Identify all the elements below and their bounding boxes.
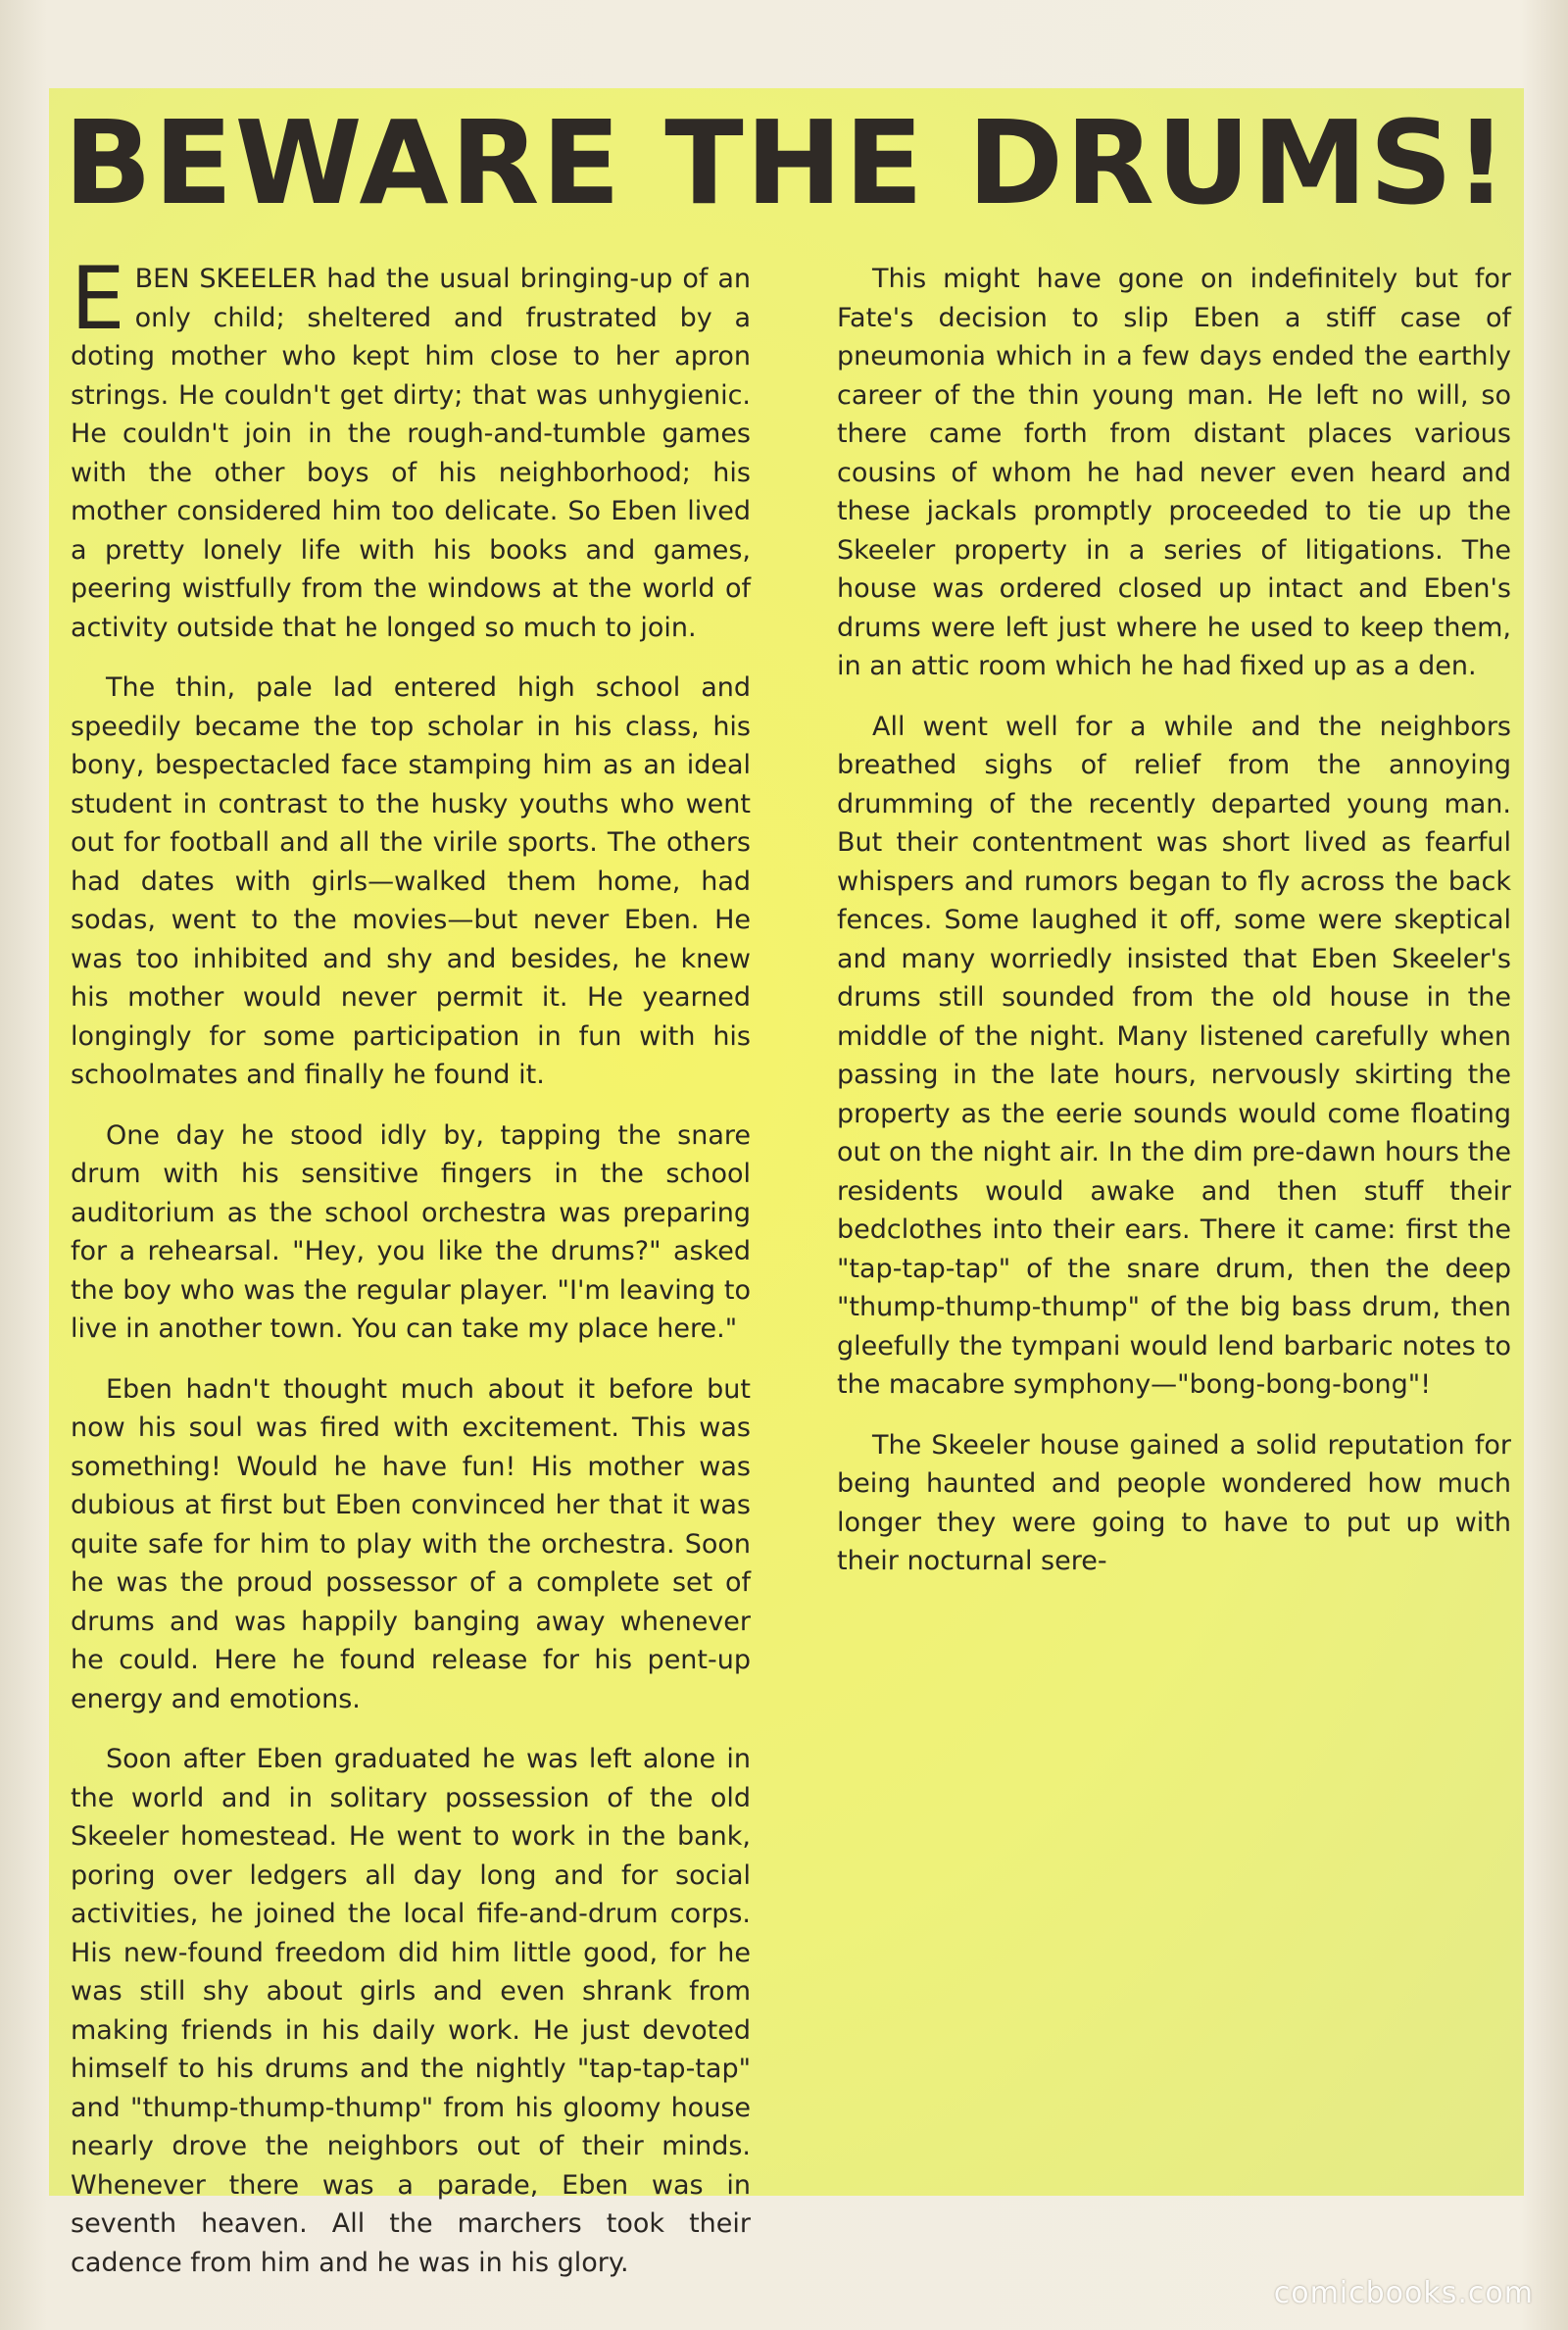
site-watermark: comicbooks.com (1273, 2276, 1534, 2310)
story-title: BEWARE THE DRUMS! (63, 95, 1510, 230)
left-column (71, 248, 774, 2278)
story-columns (71, 248, 1511, 2278)
drop-cap: E (71, 248, 125, 349)
story-paragraph-4: Eben hadn't thought much about it before but now his soul was fired with excitement. This was something! Would he have fun! His mother was dubious at first but Eben convinced her that it was quite safe for him to play with the orchestra. Soon he was the proud possessor of a complete set of drums and was happily banging away whenever he could. Here he found release for his pent-up energy and emotions. (71, 1373, 751, 1714)
story-paragraph-7: All went well for a while and the neighbors breathed sighs of relief from the annoying drumming of the recently departed young man. But their contentment was short lived as fearful whispers and rumors began to fly across the back fences. Some laughed it off, some were skeptical and many worriedly insisted that Eben Skeeler's drums still sounded from the old house in the middle of the night. Many listened carefully when passing in the late hours, nervously skirting the property as the eerie sounds would come floating out on the night air. In the dim pre-dawn hours the residents would awake and then stuff their bedclothes into their ears. There it came: first the "tap-tap-tap" of the snare drum, then the deep "thump-thump-thump" of the big bass drum, then gleefully the tympani would lend barbaric notes to the macabre symphony—"bong-bong-bong"! (837, 711, 1511, 1400)
text-panel (49, 88, 1524, 2278)
right-column (808, 260, 1511, 2171)
story-paragraph-1 (71, 248, 751, 647)
story-paragraph-3: One day he stood idly by, tapping the snare drum with his sensitive fingers in the school auditorium as the school orchestra was preparing for a rehearsal. "Hey, you like the drums?" asked the boy who was the regular player. "I'm leaving to live in another town. You can take my place here." (71, 1119, 751, 1344)
story-paragraph-5: Soon after Eben graduated he was left alone in the world and in solitary possession of the old Skeeler homestead. He went to work in the bank, poring over ledgers all day long and for social activities, he joined the local fife-and-drum corps. His new-found freedom did him little good, for he was still shy about girls and even shrank from making friends in his daily work. He just devoted himself to his drums and the nightly "tap-tap-tap" and "thump-thump-thump" from his gloomy house nearly drove the neighbors out of their minds. Whenever there was a parade, Eben was in seventh heaven. All the marchers took their cadence from him and he was in his glory. (71, 1744, 751, 2278)
story-paragraph-8: The Skeeler house gained a solid reputation for being haunted and people wondered how much longer they were going to have to put up with their nocturnal sere- (837, 1429, 1511, 1576)
paragraph-text: BEN SKEELER had the usual bringing-up of an only child; sheltered and frustrated by a doting mother who kept him close to her apron strings. He couldn't get dirty; that was unhygienic. He couldn't join in the rough-and-tumble games with the other boys of his neighborhood; his mother considered him too delicate. So Eben lived a pretty lonely life with his books and games, peering wistfully from the windows at the world of activity outside that he longed so much to join. (71, 264, 751, 643)
story-paragraph-2: The thin, pale lad entered high school and speedily became the top scholar in his class, his bony, bespectacled face stamping him as an ideal student in contrast to the husky youths who went out for football and all the virile sports. The others had dates with girls—walked them home, had sodas, went to the movies—but never Eben. He was too inhibited and shy and besides, he knew his mother would never permit it. He yearned longingly for some participation in fun with his schoolmates and finally he found it. (71, 672, 751, 1090)
story-paragraph-6: This might have gone on indefinitely but for Fate's decision to slip Eben a stiff case of pneumonia which in a few days ended the earthly career of the thin young man. He left no will, so there came forth from distant places various cousins of whom he had never even heard and these jackals promptly proceeded to tie up the Skeeler property in a series of litigations. The house was ordered closed up intact and Eben's drums were left just where he used to keep them, in an attic room which he had fixed up as a den. (837, 264, 1511, 681)
